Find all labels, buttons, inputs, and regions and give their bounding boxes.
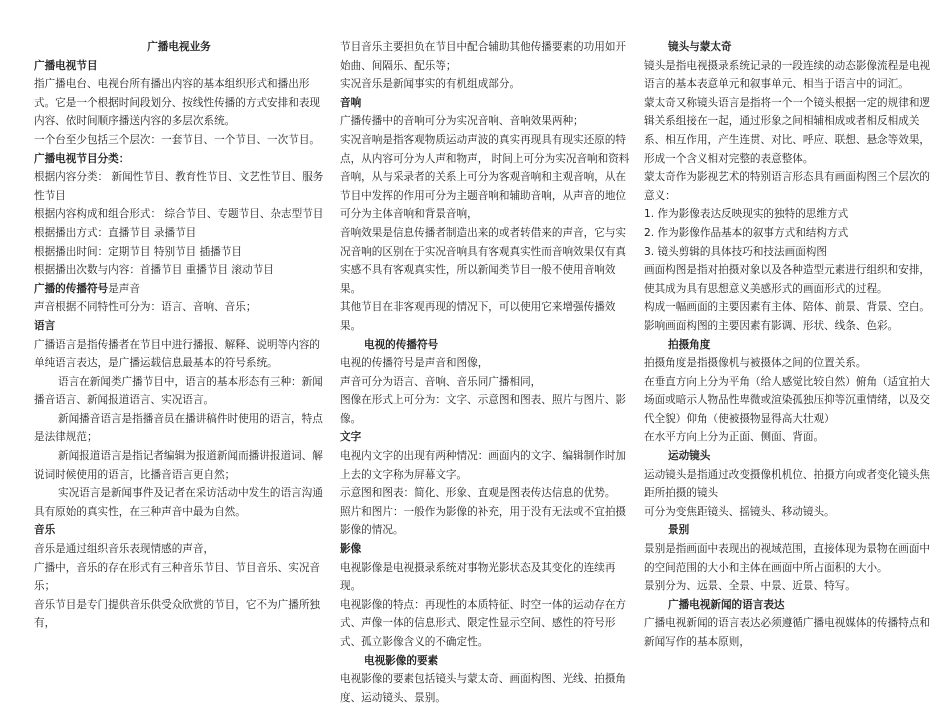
paragraph: 根据播出次数与内容：首播节目 重播节目 滚动节目 [34,264,274,277]
paragraph: 电视影像的特点：再现性的本质特征、时空一体的运动存在方式、声像一体的信息形式、限定性显示空间、感性的符号形式、孤立影像含义的不确定性。 [340,598,627,648]
paragraph: 节目音乐主要担负在节目中配合辅助其他传播要素的功用如开始曲、间隔乐、配乐等； [340,41,627,72]
bold-term: 广播的传播符号 [34,282,109,295]
paragraph: 构成一幅画面的主要因素有主体、陪体、前景、背景、空白。 [644,301,931,314]
paragraph: 广播传播中的音响可分为实况音响、音响效果两种； [340,115,584,128]
section-heading: 广播电视新闻的语言表达 [668,598,785,611]
paragraph: 电视影像是电视摄录系统对事物光影状态及其变化的连续再现。 [340,561,616,593]
paragraph: 电视影像的要素包括镜头与蒙太奇、画面构图、光线、拍摄角度、运动镜头、景别。 [340,673,627,704]
paragraph: 声音可分为语言、音响、音乐同广播相同， [340,375,542,388]
paragraph: 实况语言是新闻事件及记者在采访活动中发生的语言沟通具有原始的真实性，在三种声音中最为自然。 [34,487,323,518]
paragraph: 拍摄角度是指摄像机与被摄体之间的位置关系。 [644,357,867,370]
paragraph: 影响画面构图的主要因素有影调、形状、线条、色彩。 [644,319,899,332]
term-rest: 是声音 [108,282,140,295]
section-heading: 电视的传播符号 [364,338,439,351]
paragraph: 镜头是指电视摄录系统记录的一段连续的动态影像流程是电视语言的基本表意单元和叙事单元、相当于语言中的词汇。 [644,59,931,91]
column-middle [340,38,630,707]
paragraph: 新闻播音语言是指播音员在播讲稿件时使用的语言，特点是法律规范； [34,412,323,444]
section-heading: 电视影像的要素 [364,654,439,667]
paragraph: 在垂直方向上分为平角（给人感觉比较自然）俯角（适宜拍大场面或暗示人物品性卑微或渲染孤独压抑等沉重情绪，以及交代全貌）仰角（使被摄物显得高大壮观） [644,375,931,425]
paragraph: 声音根据不同特性可分为：语言、音响、音乐； [34,301,257,314]
paragraph: 实况音响是指客观物质运动声波的真实再现具有现实还原的特点，从内容可分为人声和物声， 时间上可分为实况音响和资料音响，从与采录者的关系上可分为客观音响和主观音响，从在节目中发挥的作用可分为主题音响和辅助音响，从声音的地位可分为主体音响和背景音响， [340,133,630,221]
paragraph: 在水平方向上分为正面、侧面、背面。 [644,431,825,444]
paragraph: 图像在形式上可分为：文字、示意图和图表、照片与图片、影像。 [340,394,627,425]
paragraph: 1. 作为影像表达反映现实的独特的思维方式 [644,208,849,221]
paragraph: 广播电视新闻的语言表达必须遵循广播电视媒体的传播特点和新闻写作的基本原则， [644,617,931,648]
column-right [644,38,934,652]
paragraph: 画面构图是指对拍摄对象以及各种造型元素进行组织和安排，使其成为具有思想意义美感形式的画面形式的过程。 [644,264,931,295]
paragraph: 根据播出方式：直播节目 录播节目 [34,226,197,239]
paragraph: 示意图和图表：简化、形象、直观是图表传达信息的优势。 [340,487,616,500]
paragraph: 可分为变焦距镜头、摇镜头、移动镜头。 [644,505,835,518]
paragraph: 3. 镜头剪辑的具体技巧和技法画面构图 [644,245,827,258]
paragraph: 广播中，音乐的存在形式有三种音乐节目、节目音乐、实况音乐； [34,561,321,593]
section-heading: 拍摄角度 [668,338,711,351]
section-heading: 镜头与蒙太奇 [668,41,732,53]
paragraph: 电视内文字的出现有两种情况：画面内的文字、编辑制作时加上去的文字称为屏幕文字。 [340,450,627,481]
section-heading: 广播电视节目 [34,59,98,72]
paragraph: 语言在新闻类广播节目中，语言的基本形态有三种：新闻播音语言、新闻报道语言、实况语言。 [34,375,323,407]
paragraph: 音乐节目是专门提供音乐供受众欣赏的节目，它不为广播所独有， [34,598,321,630]
section-heading: 景别 [668,524,690,537]
paragraph: 根据内容构成和组合形式： 综合节目、专题节目、杂志型节目 [34,208,324,221]
section-heading: 广播电视节目分类： [34,152,130,165]
paragraph [34,280,324,299]
paragraph: 景别分为、远景、全景、中景、近景、特写。 [644,580,856,593]
section-heading: 文字 [340,431,362,444]
paragraph: 景别是指画面中表现出的视域范围，直接体现为景物在画面中的空间范围的大小和主体在画面中所占面积的大小。 [644,543,931,574]
paragraph: 蒙太奇作为影视艺术的特别语言形态具有画面构图三个层次的意义： [644,171,931,202]
paragraph: 根据内容分类： 新闻性节目、教育性节目、文艺性节目、服务性节目 [34,171,324,202]
page-title: 广播电视业务 [147,41,211,53]
paragraph: 蒙太奇又称镜头语言是指将一个一个镜头根据一定的规律和逻辑关系组接在一起，通过形象之间相辅相成或者相反相成关系、相互作用，产生连贯、对比、呼应、联想、悬念等效果，形成一个含义相对完整的表意整体。 [644,96,931,165]
paragraph: 照片和图片：一般作为影像的补充，用于没有无法或不宜拍摄影像的情况。 [340,505,627,537]
section-heading: 音响 [340,96,362,109]
paragraph: 指广播电台、电视台所有播出内容的基本组织形式和播出形式。它是一个根据时间段划分、按线性传播的方式安排和表现内容、依时间顺序播送内容的多层次系统。 [34,78,321,128]
paragraph: 音响效果是信息传播者制造出来的或者转借来的声音，它与实况音响的区别在于实况音响具有客观真实性而音响效果仅有真实感不具有客观真实性，所以新闻类节目一般不使用音响效果。 [340,226,627,295]
paragraph: 其他节目在非客观再现的情况下，可以使用它来增强传播效果。 [340,301,616,332]
paragraph: 电视的传播符号是声音和图像， [340,357,489,370]
column-left [34,38,324,633]
paragraph: 运动镜头是指通过改变摄像机机位、拍摄方向或者变化镜头焦距所拍摄的镜头 [644,468,931,500]
paragraph: 根据播出时间：定期节目 特别节目 插播节目 [34,245,243,258]
section-heading: 音乐 [34,524,56,537]
section-heading: 运动镜头 [668,450,711,463]
section-heading: 语言 [34,319,56,332]
paragraph: 实况音乐是新闻事实的有机组成部分。 [340,78,521,91]
paragraph: 音乐是通过组织音乐表现情感的声音， [34,543,215,556]
paragraph: 2. 作为影像作品基本的叙事方式和结构方式 [644,226,849,239]
section-heading: 影像 [340,543,362,556]
paragraph: 新闻报道语言是指记者编辑为报道新闻而播讲报道词、解说词时候使用的语言，比播音语言更自然； [34,450,323,481]
paragraph: 一个台至少包括三个层次：一套节目、一个节目、一次节目。 [34,133,321,146]
paragraph: 广播语言是指传播者在节目中进行播报、解释、说明等内容的单纯语言表达，是广播运载信息最基本的符号系统。 [34,338,321,370]
